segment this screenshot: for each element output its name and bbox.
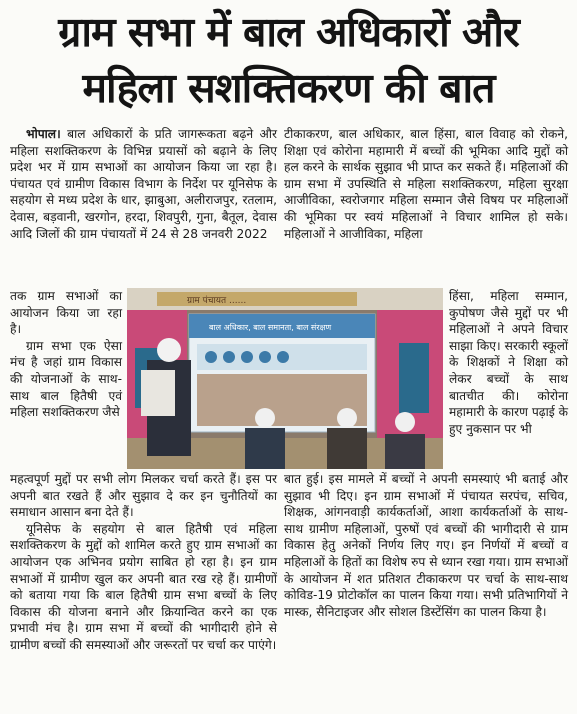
headline <box>0 0 577 122</box>
news-photo <box>127 288 443 469</box>
article-text-8: बात हुई। इस मामले में बच्चों ने अपनी समस्याएं भी बताई और सुझाव भी दिए। इन ग्राम सभाओं में पंचायत सरपंच, सचिव, शिक्षक, आंगनवाड़ी कार्यकर्ताओं, आशा कार्यकर्ताओं के साथ-साथ ग्रामीण महिलाओं, पुरुषों एवं बच्चों की भागीदारी से ग्राम विकास हेतु अनेकों निर्णय लिए गए। इन निर्णयों में बच्चों व महिलाओं के हितों का विशेष रुप से ध्यान रखा गया। ग्राम सभाओं के आयोजन में शत प्रतिशत टीकाकरण पर चर्चा के साथ-साथ कोविड-19 प्रोटोकॉल का पालन किया गया। सभी प्रतिभागियों ने मास्क, सैनिटाइजर और सोशल डिस्टेंसिंग का पालन किया है। <box>284 472 568 619</box>
headline-line-2: महिला सशक्तिकरण की बात <box>82 64 495 112</box>
article-column-2-top <box>284 126 568 242</box>
article-column-1-top <box>10 126 277 242</box>
dateline: भोपाल। <box>26 127 61 141</box>
article-text-6: टीकाकरण, बाल अधिकार, बाल हिंसा, बाल विवाह को रोकने, शिक्षा एवं कोरोना महामारी में बच्चों की भूमिका आदि मुद्दों को हल करने के सार्थक सुझाव भी प्राप्त कर सकते हैं। महिलाओं की ग्राम सभा में उपस्थिति से महिला सशक्तिकरण, महिला सुरक्षा आजीविका, स्वरोजगार महिला सम्मान जैसे विषय पर महिलाओं की भूमिका पर स्वयं महिलाओं ने विचार शामिल हो सके। महिलाओं ने आजीविका, महिला <box>284 127 568 241</box>
article-column-2-wrap <box>449 288 568 437</box>
banner-text: बाल अधिकार, बाल समानता, बाल संरक्षण <box>209 323 332 332</box>
article-text-5: यूनिसेफ के सहयोग से बाल हितैषी एवं महिला सशक्तिकरण के मुद्दों को शामिल करते हुए ग्राम सभाओं का आयोजन एक अभिनव प्रयोग साबित हो रहा है। इन ग्राम सभाओं में ग्रामीण खुल कर अपनी बात रख रहे हैं। ग्रामीणों को बताया गया कि बाल हितैषी ग्राम सभा बच्चों के लिए विकास की योजना बनाने और क्रियान्वित करने का एक प्रभावी मंच है। ग्राम सभा में बच्चों की भागीदारी होने से ग्रामीण बच्चों की समस्याओं और जरूरतों पर चर्चा कर पाएंगे। <box>10 521 277 652</box>
article-text-4: महत्वपूर्ण मुद्दों पर सभी लोग मिलकर चर्चा करते हैं। इस पर अपनी बात रखते हैं और सुझाव दे कर इन चुनौतियों का समाधान आसान बना देते हैं। <box>10 472 277 520</box>
gram-sabha-photo <box>127 288 443 469</box>
article-column-1-bottom <box>10 471 277 654</box>
article-text-7: हिंसा, महिला सम्मान, कुपोषण जैसे मुद्दों पर भी महिलाओं ने अपने विचार साझा किए। सरकारी स्कूलों के शिक्षकों ने शिक्षा को लेकर बच्चों के साथ बातचीत की। कोरोना महामारी के कारण पढ़ाई के हुए नुकसान पर भी <box>449 289 568 436</box>
article-text-3: ग्राम सभा एक ऐसा मंच है जहां ग्राम विकास की योजनाओं के साथ-साथ बाल हितैषी एवं महिला सशक्तिकरण जैसे <box>10 338 122 420</box>
headline-line-1: ग्राम सभा में बाल अधिकारों और <box>58 8 519 56</box>
article-text-2: तक ग्राम सभाओं का आयोजन किया जा रहा है। <box>10 289 122 337</box>
wall-sign-text: ग्राम पंचायत ...... <box>187 296 247 306</box>
article-text-1: बाल अधिकारों के प्रति जागरूकता बढ़ने और महिला सशक्तिकरण के विभिन्न प्रयासों को बढ़ाने के लिए प्रदेश भर में ग्राम सभाओं का आयोजन किया जा रहा है। पंचायत एवं ग्रामीण विकास विभाग के निर्देश पर यूनिसेफ के सहयोग से मध्य प्रदेश के धार, झाबुआ, अलीराजपुर, रतलाम, देवास, बड़वानी, खरगोन, हरदा, शिवपुरी, गुना, बैतूल, देवास आदि जिलों की ग्राम पंचायतों में 24 से 28 जनवरी 2022 <box>10 127 277 241</box>
article-column-1-wrap <box>10 288 122 421</box>
article-column-2-bottom <box>284 471 568 620</box>
